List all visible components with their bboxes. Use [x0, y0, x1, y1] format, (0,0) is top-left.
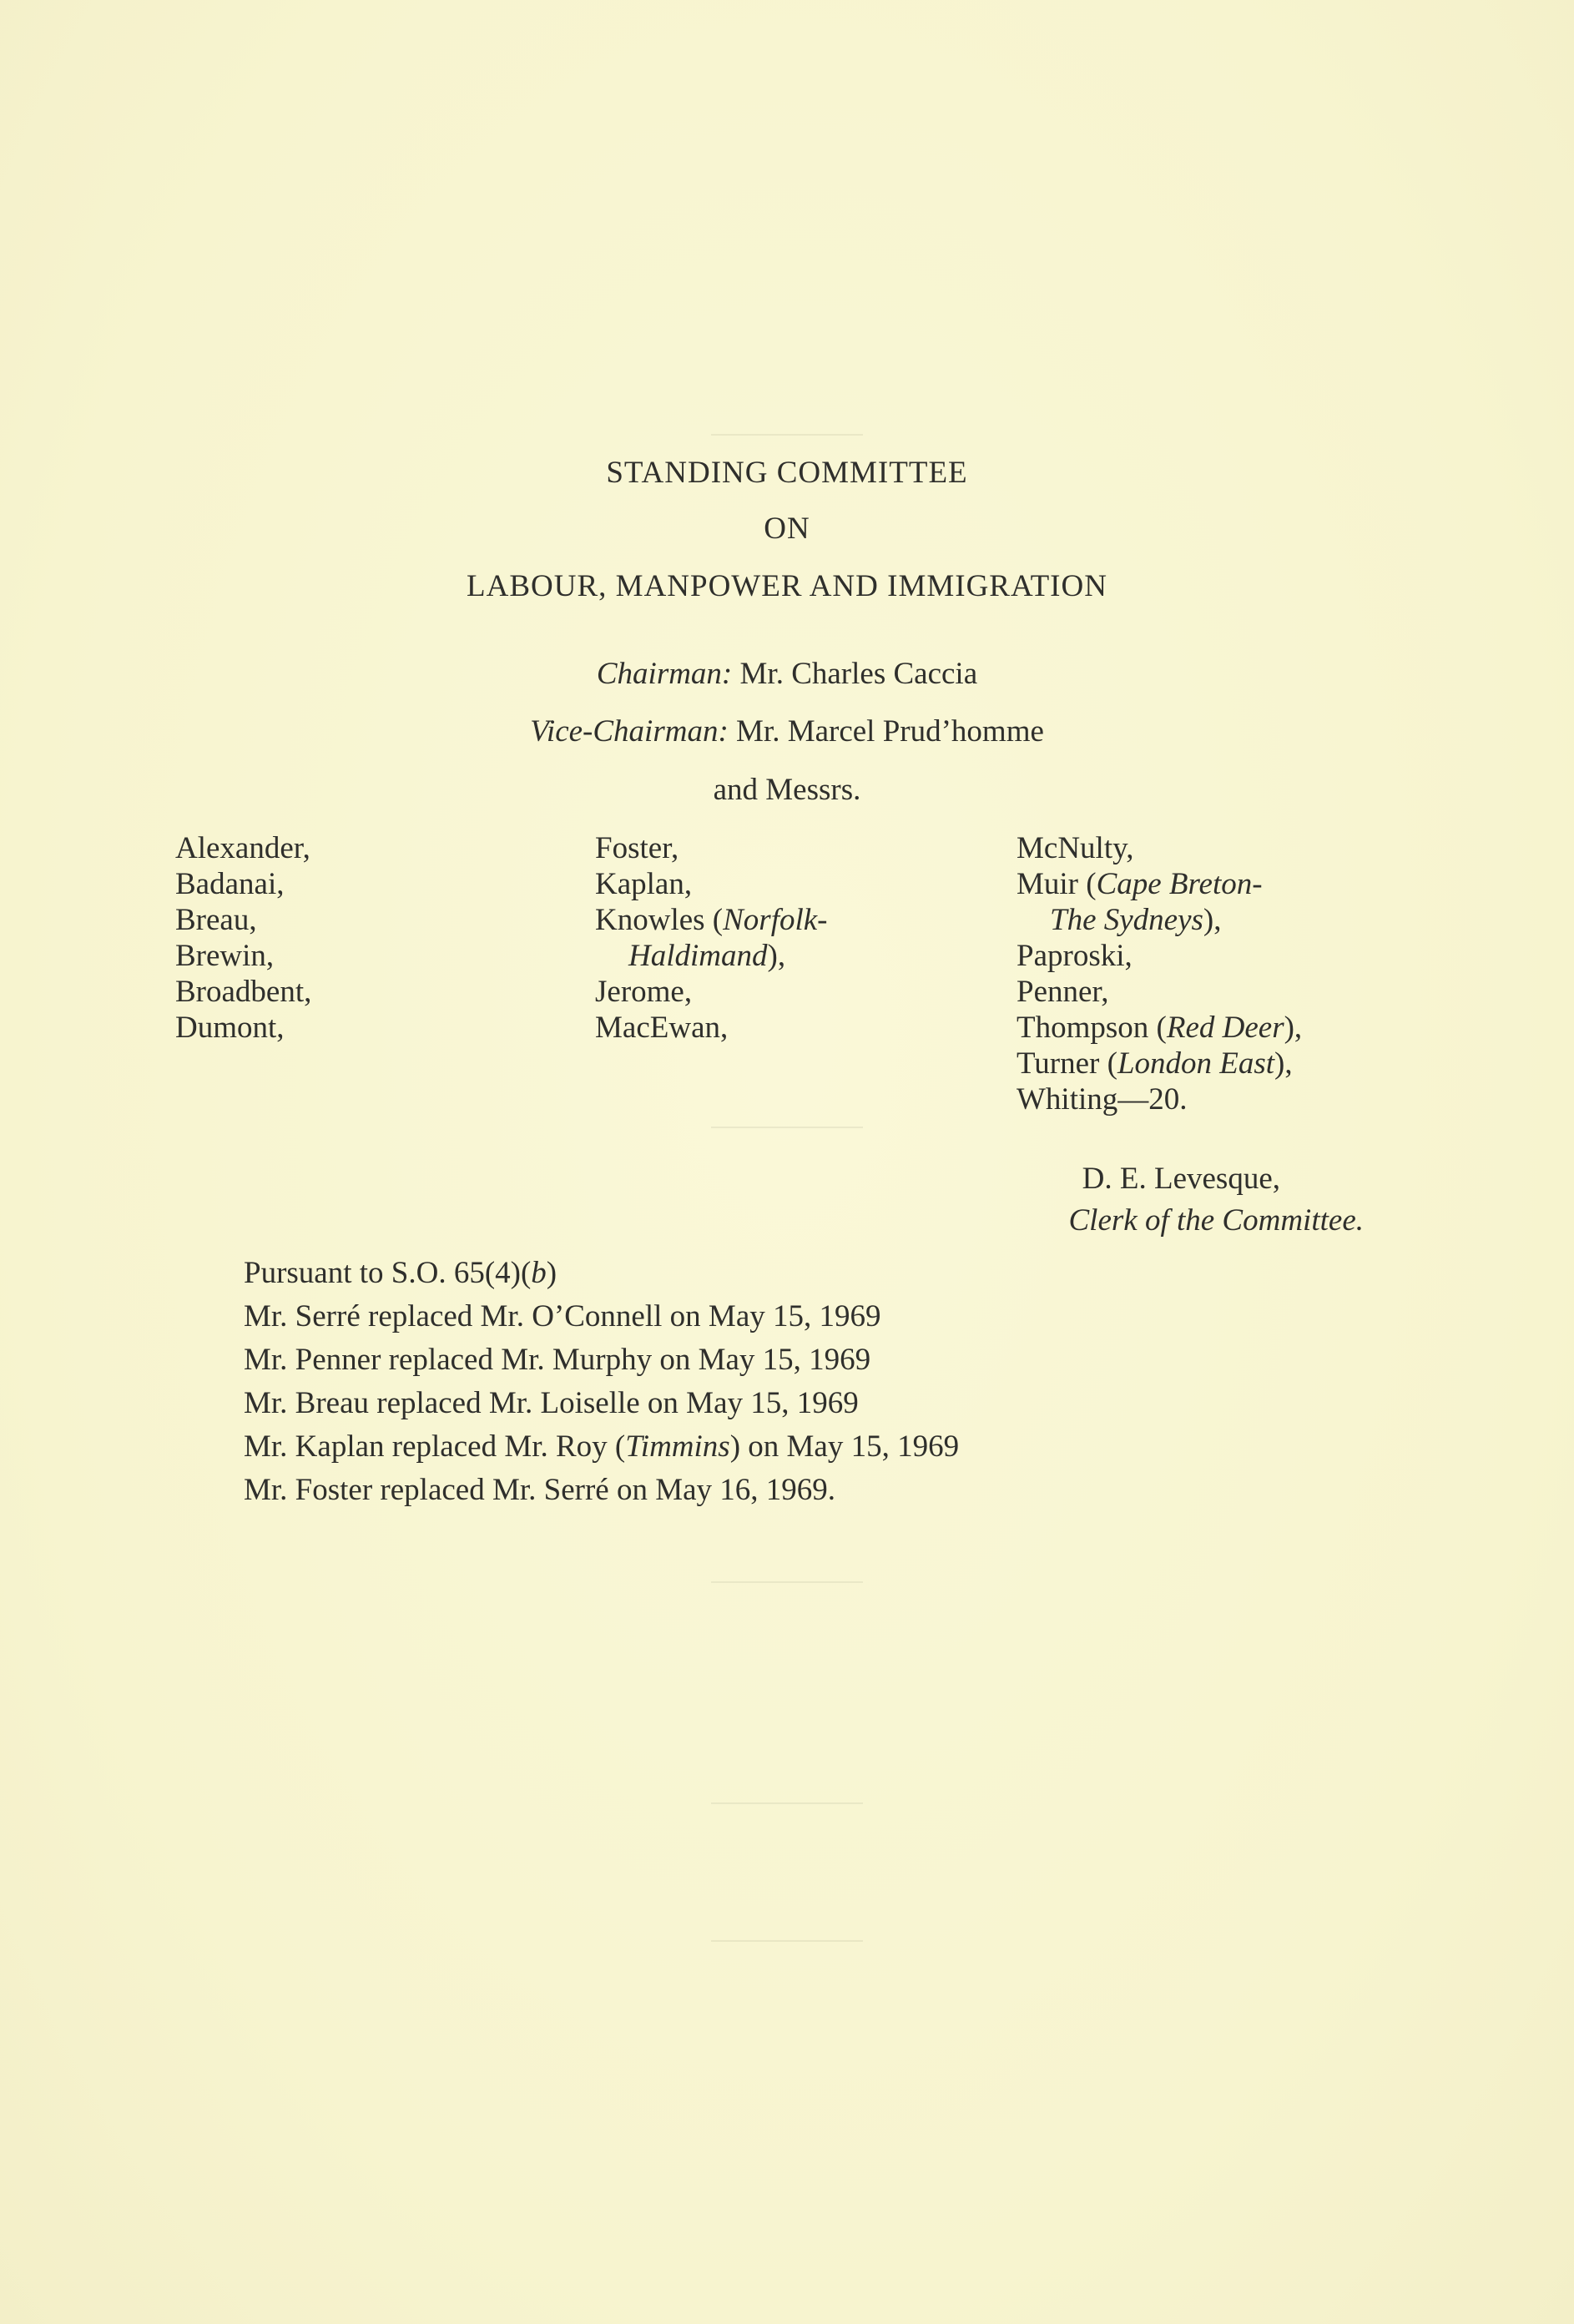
chairman-line [0, 656, 1574, 693]
vice-chairman-label: Vice-Chairman: [530, 714, 729, 749]
member-name: Knowles (Norfolk- [595, 903, 828, 937]
chairman-label: Chairman: [596, 657, 733, 691]
show-through-rule [711, 1802, 863, 1804]
member-name: Whiting—20. [1017, 1082, 1188, 1117]
committee-title-line-1: STANDING COMMITTEE [606, 456, 968, 490]
committee-title-line-2: ON [764, 512, 810, 546]
member-name-continued: The Sydneys), [1050, 903, 1222, 937]
committee-title-line-3: LABOUR, MANPOWER AND IMMIGRATION [467, 569, 1107, 603]
show-through-rule [711, 434, 863, 436]
member-name: Paproski, [1017, 939, 1133, 973]
replacement-line: Mr. Breau replaced Mr. Loiselle on May 15, 1969 [244, 1386, 859, 1420]
pursuant-line: Pursuant to S.O. 65(4)(b) [244, 1256, 557, 1290]
member-name: Kaplan, [595, 867, 693, 901]
members-column-2 [595, 830, 828, 1046]
member-name: MacEwan, [595, 1011, 729, 1045]
members-column-1 [175, 830, 311, 1046]
replacement-line: Mr. Kaplan replaced Mr. Roy (Timmins) on May 15, 1969 [244, 1429, 960, 1464]
replacement-line: Mr. Serré replaced Mr. O’Connell on May 15, 1969 [244, 1299, 881, 1333]
show-through-rule [711, 1127, 863, 1128]
member-name: Broadbent, [175, 975, 312, 1009]
clerk-name: D. E. Levesque, [1082, 1162, 1280, 1196]
member-name: Breau, [175, 903, 257, 937]
show-through-text [0, 159, 1574, 198]
replacement-line: Mr. Foster replaced Mr. Serré on May 16, 1969. [244, 1473, 836, 1507]
clerk-block [1069, 1158, 1365, 1242]
member-name: Badanai, [175, 867, 285, 901]
member-name: Turner (London East), [1017, 1046, 1293, 1081]
member-name: Jerome, [595, 975, 693, 1009]
member-name: Muir (Cape Breton- [1017, 867, 1263, 901]
show-through-rule [711, 1581, 863, 1583]
vice-chairman-line [0, 713, 1574, 750]
member-name: Brewin, [175, 939, 275, 973]
member-name-continued: Haldimand), [628, 939, 786, 973]
member-name: Foster, [595, 831, 679, 865]
member-name: Thompson (Red Deer), [1017, 1011, 1303, 1045]
and-messrs: and Messrs. [713, 773, 861, 807]
member-name: McNulty, [1017, 831, 1134, 865]
chairman-name: Mr. Charles Caccia [732, 657, 978, 691]
show-through-rule [711, 1940, 863, 1942]
member-name: Alexander, [175, 831, 310, 865]
member-name: Dumont, [175, 1011, 285, 1045]
member-name: Penner, [1017, 975, 1109, 1009]
members-column-3 [1017, 830, 1302, 1117]
replacement-notes [244, 1252, 959, 1512]
replacement-line: Mr. Penner replaced Mr. Murphy on May 15, 1969 [244, 1343, 871, 1377]
clerk-title: Clerk of the Committee. [1068, 1203, 1364, 1238]
vice-chairman-name: Mr. Marcel Prud’homme [728, 714, 1044, 749]
